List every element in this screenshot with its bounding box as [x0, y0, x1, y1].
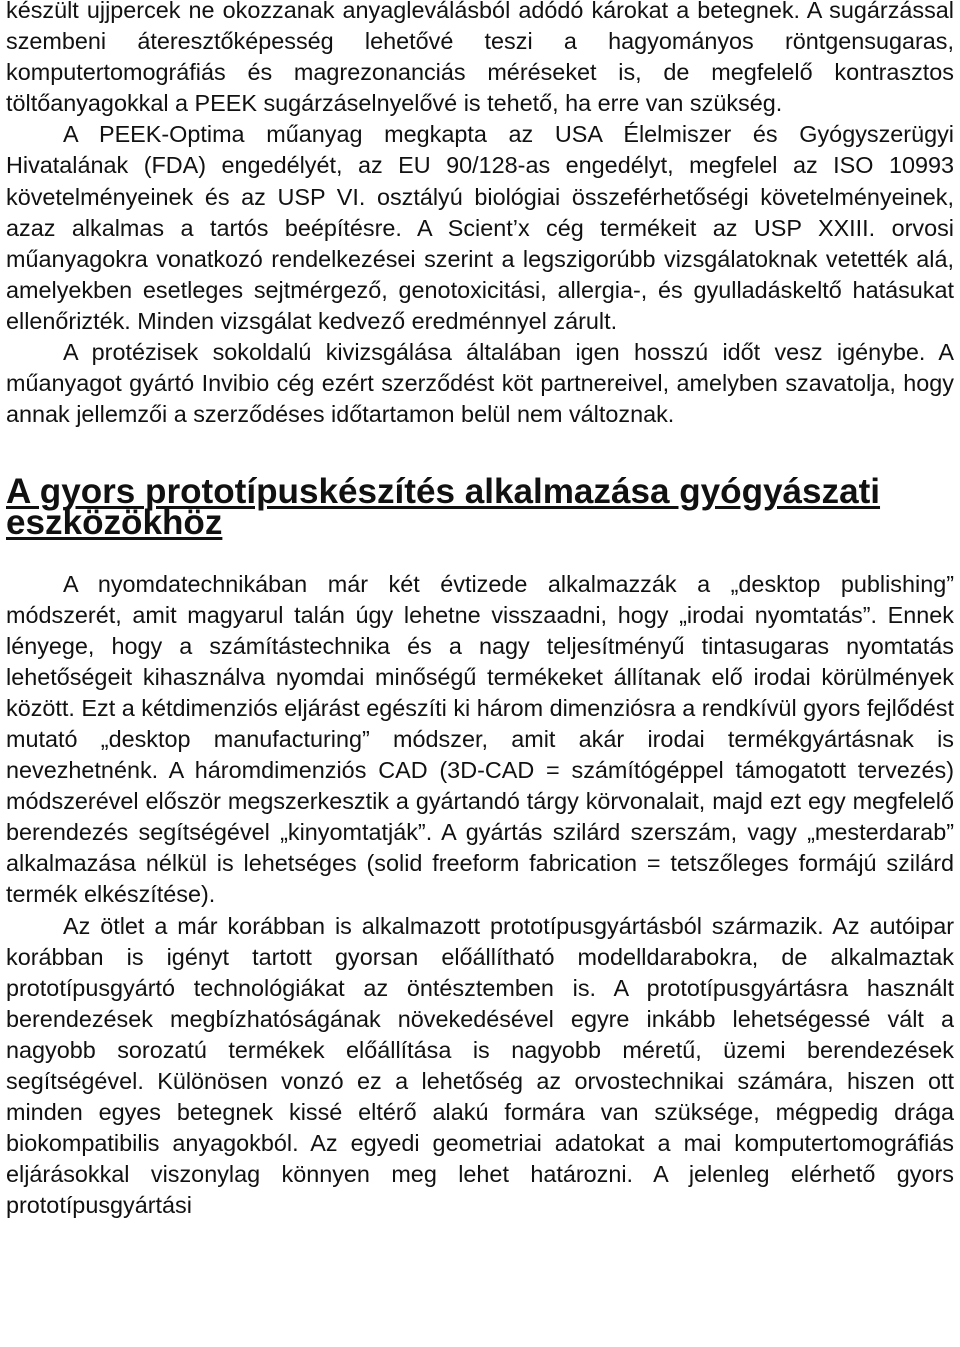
paragraph-peek-optima: A PEEK-Optima műanyag megkapta az USA Élelmiszer és Gyógyszerügyi Hivatalának (FDA) engedélyét, az EU 90/128-as engedélyt, megfelel az ISO 10993 követelményeinek és az USP VI. osztályú biológiai összeférhetőségi követelményeinek, azaz alkalmas a tartós beépítésre. A Scient’x cég termékeit az USP XXIII. orvosi műanyagokra vonatkozó rendelkezései szerint a legszigorúbb vizsgálatoknak vetették alá, amelyekben esetleges sejtmérgező, genotoxicitási, allergia-, és gyulladáskeltő hatásukat ellenőrizték. Minden vizsgálat kedvező eredménnyel zárult. [6, 121, 954, 334]
paragraph-intro: készült ujjpercek ne okozzanak anyagleválásból adódó károkat a betegnek. A sugárzással szembeni áteresztőképesség lehetővé teszi a hagyományos röntgensugaras, komputertomográfiás és magrezonanciás méréseket is, de megfelelő kontrasztos töltőanyagokkal a PEEK sugárzáselnyelővé is tehető, ha erre van szükség. [6, 0, 954, 117]
paragraph-desktop-publishing: A nyomdatechnikában már két évtizede alkalmazzák a „desktop publishing” módszerét, amit magyarul talán úgy lehetne visszaadni, hogy „irodai nyomtatás”. Ennek lényege, hogy a számítástechnika és a nagy teljesítményű tintasugaras nyomtatás lehetőségeit kihasználva nyomdai minőségű termékeket állítanak elő irodai körülmények között. Ezt a kétdimenziós eljárást egészíti ki három dimenziósra a rendkívül gyors fejlődést mutató „desktop manufacturing” módszer, amit akár irodai termékgyártásnak is nevezhetnénk. A háromdimenziós CAD (3D-CAD = számítógéppel támogatott tervezés) módszerével először megszerkesztik a gyártandó tárgy körvonalait, majd ezt egy megfelelő berendezés segítségével „kinyomtatják”. A gyártás szilárd szerszám, vagy „mesterdarab” alkalmazása nélkül is lehetséges (solid freeform fabrication = tetszőleges formájú szilárd termék elkészítése). [6, 570, 954, 908]
paragraph-protesis: A protézisek sokoldalú kivizsgálása általában igen hosszú időt vesz igénybe. A műanyagot gyártó Invibio cég ezért szerződést köt partnereivel, amelyben szavatolja, hogy annak jellemzői a szerződéses időtartamon belül nem változnak. [6, 339, 954, 428]
section-heading: A gyors prototípuskészítés alkalmazása gyógyászati eszközökhöz [6, 472, 881, 543]
paragraph-prototipus: Az ötlet a már korábban is alkalmazott prototípusgyártásból származik. Az autóipar korábban is igényt tartott gyorsan előállítható modelldarabokra, de alkalmaztak prototípusgyártó technológiákat az öntésztemben is. A prototípusgyártásra használt berendezések megbízhatóságának növekedésével egyre inkább lehetségessé vált a nagyobb sorozatú termékek előállítása is nagyobb méretű, üzemi berendezések segítségével. Különösen vonzó ez a lehetőség az orvostechnikai számára, hiszen ott minden egyes betegnek kissé eltérő alakú formára van szüksége, mégpedig drága biokompatibilis anyagokból. Az egyedi geometriai adatokat a mai komputertomográfiás eljárásokkal viszonylag könnyen meg lehet határozni. A jelenleg elérhető gyors prototípusgyártási [6, 912, 954, 1219]
spacer [6, 430, 954, 476]
spacer [6, 539, 954, 569]
document-page [6, 0, 954, 1221]
